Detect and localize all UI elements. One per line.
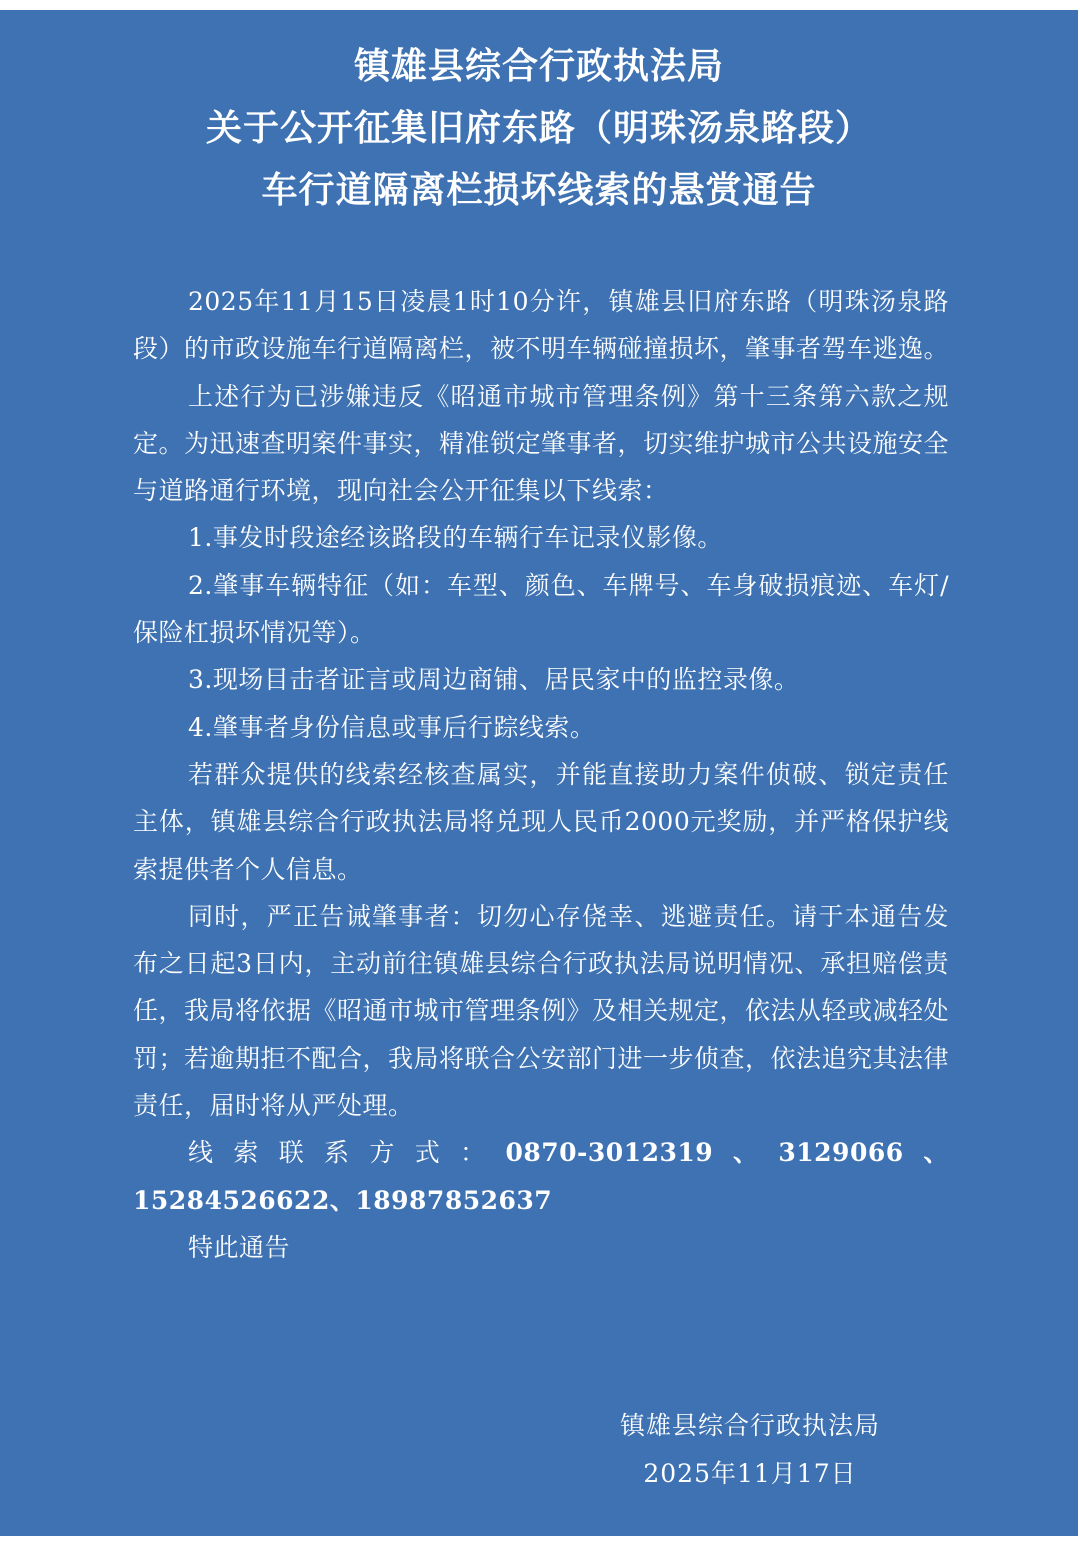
title-line-1: 镇雄县综合行政执法局 [353,46,724,87]
notice-page [0,10,1078,1536]
notice-body [133,278,949,1271]
paragraph-warning: 同时，严正告诫肇事者：切勿心存侥幸、逃避责任。请于本通告发布之日起3日内，主动前往镇雄县综合行政执法局说明情况、承担赔偿责任，我局将依据《昭通市城市管理条例》及相关规定，依法从轻或减轻处罚；若逾期拒不配合，我局将联合公安部门进一步侦查，依法追究其法律责任，届时将从严处理。 [133,901,950,1121]
closing-line: 特此通告 [188,1232,291,1262]
clue-item-3: 3.现场目击者证言或周边商铺、居民家中的监控录像。 [188,665,800,695]
signature-date: 2025年11月17日 [643,1459,857,1488]
paragraph-reward: 若群众提供的线索经核查属实，并能直接助力案件侦破、锁定责任主体，镇雄县综合行政执法局将兑现人民币2000元奖励，并严格保护线索提供者个人信息。 [133,759,949,884]
clue-item-1: 1.事发时段途经该路段的车辆行车记录仪影像。 [188,523,723,553]
contact-numbers: 0870-3012319、3129066、 15284526622、18987852637 [133,1138,949,1215]
clue-item-4: 4.肇事者身份信息或事后行踪线索。 [188,712,596,742]
notice-title [0,36,1078,222]
contact-label: 线索联系方式： [188,1138,506,1168]
signature-block [560,1402,940,1498]
paragraph-violation: 上述行为已涉嫌违反《昭通市城市管理条例》第十三条第六款之规定。为迅速查明案件事实，精准锁定肇事者，切实维护城市公共设施安全与道路通行环境，现向社会公开征集以下线索： [133,381,950,506]
paragraph-incident: 2025年11月15日凌晨1时10分许，镇雄县旧府东路（明珠汤泉路段）的市政设施车行道隔离栏，被不明车辆碰撞损坏，肇事者驾车逃逸。 [133,287,950,364]
clue-item-2: 2.肇事车辆特征（如：车型、颜色、车牌号、车身破损痕迹、车灯/保险杠损坏情况等）。 [133,570,949,648]
title-line-2: 关于公开征集旧府东路（明珠汤泉路段） [205,108,872,149]
signature-org: 镇雄县综合行政执法局 [619,1411,880,1440]
contact-line [133,1129,949,1224]
title-line-3: 车行道隔离栏损坏线索的悬赏通告 [261,170,817,211]
